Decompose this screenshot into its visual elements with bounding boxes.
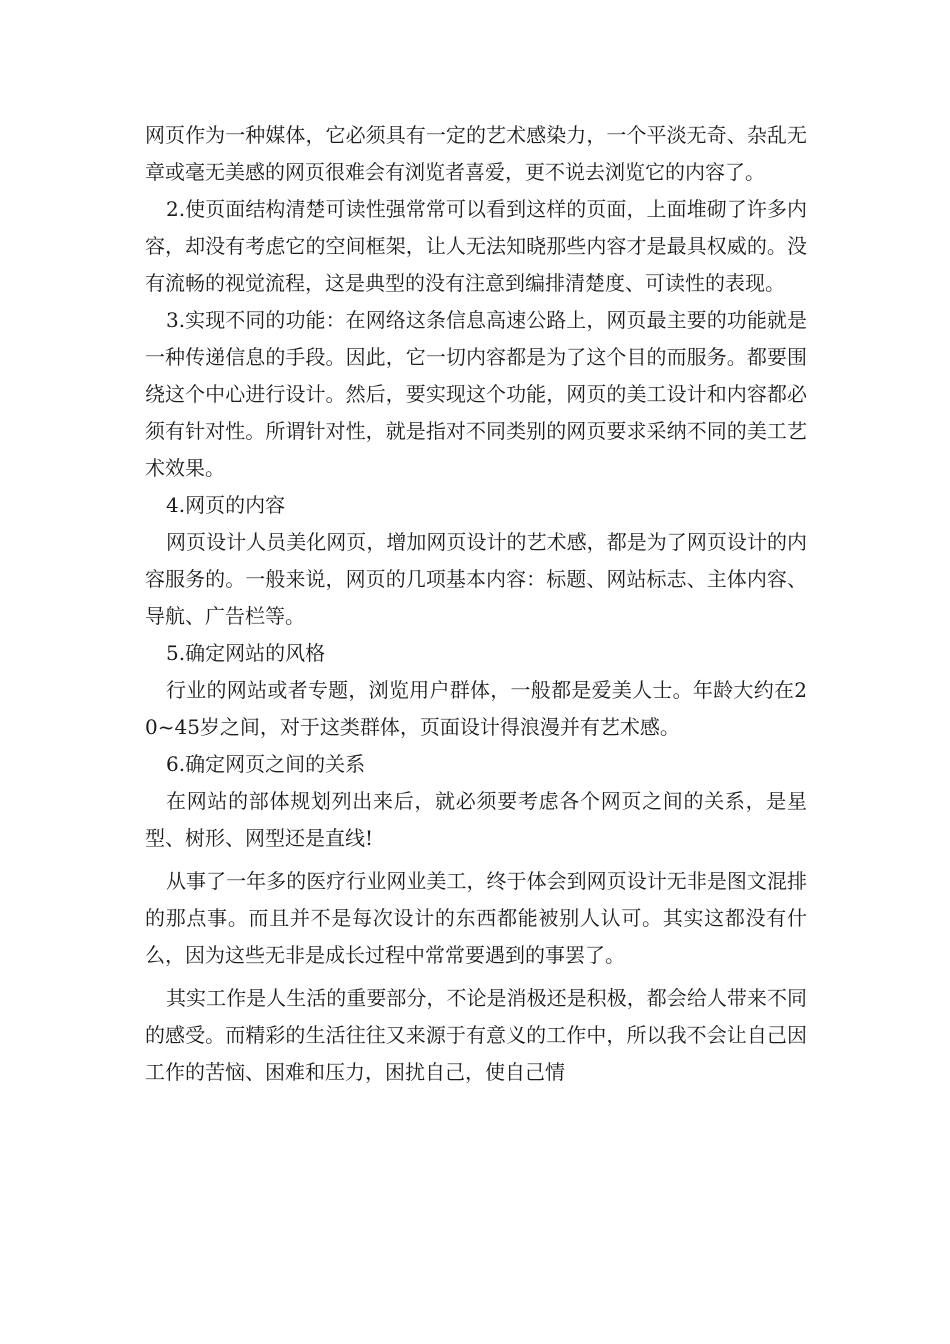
paragraph-work-life: 其实工作是人生活的重要部分，不论是消极还是积极，都会给人带来不同的感受。而精彩的生活往往又来源于有意义的工作中，所以我不会让自己因工作的苦恼、困难和压力，困扰自己，使自己情 [145, 986, 807, 1084]
paragraph-item-6-body: 在网站的部体规划列出来后，就必须要考虑各个网页之间的关系，是星型、树形、网型还是直线! [145, 789, 807, 850]
paragraph-experience: 从事了一年多的医疗行业网业美工，终于体会到网页设计无非是图文混排的那点事。而且并不是每次设计的东西都能被别人认可。其实这都没有什么，因为这些无非是成长过程中常常要遇到的事罢了。 [145, 869, 807, 967]
paragraph-item-5-body: 行业的网站或者专题，浏览用户群体，一般都是爱美人士。年龄大约在20~45岁之间，对于这类群体，页面设计得浪漫并有艺术感。 [145, 678, 807, 739]
heading-item-6: 6.确定网页之间的关系 [166, 752, 366, 776]
paragraph-item-3: 3.实现不同的功能：在网络这条信息高速公路上，网页最主要的功能就是一种传递信息的手段。因此，它一切内容都是为了这个目的而服务。都要围绕这个中心进行设计。然后，要实现这个功能，网页的美工设计和内容都必须有针对性。所谓针对性，就是指对不同类别的网页要求采纳不同的美工艺术效果。 [145, 308, 807, 480]
heading-item-4: 4.网页的内容 [166, 493, 286, 517]
paragraph-item-2: 2.使页面结构清楚可读性强常常可以看到这样的页面，上面堆砌了许多内容，却没有考虑它的空间框架，让人无法知晓那些内容才是最具权威的。没有流畅的视觉流程，这是典型的没有注意到编排清楚度、可读性的表现。 [145, 197, 807, 295]
paragraph-intro: 网页作为一种媒体，它必须具有一定的艺术感染力，一个平淡无奇、杂乱无章或毫无美感的网页很难会有浏览者喜爱，更不说去浏览它的内容了。 [145, 123, 807, 184]
document-body [145, 117, 807, 1091]
paragraph-item-4-body: 网页设计人员美化网页，增加网页设计的艺术感，都是为了网页设计的内容服务的。一般来说，网页的几项基本内容：标题、网站标志、主体内容、导航、广告栏等。 [145, 530, 807, 628]
heading-item-5: 5.确定网站的风格 [166, 641, 326, 665]
